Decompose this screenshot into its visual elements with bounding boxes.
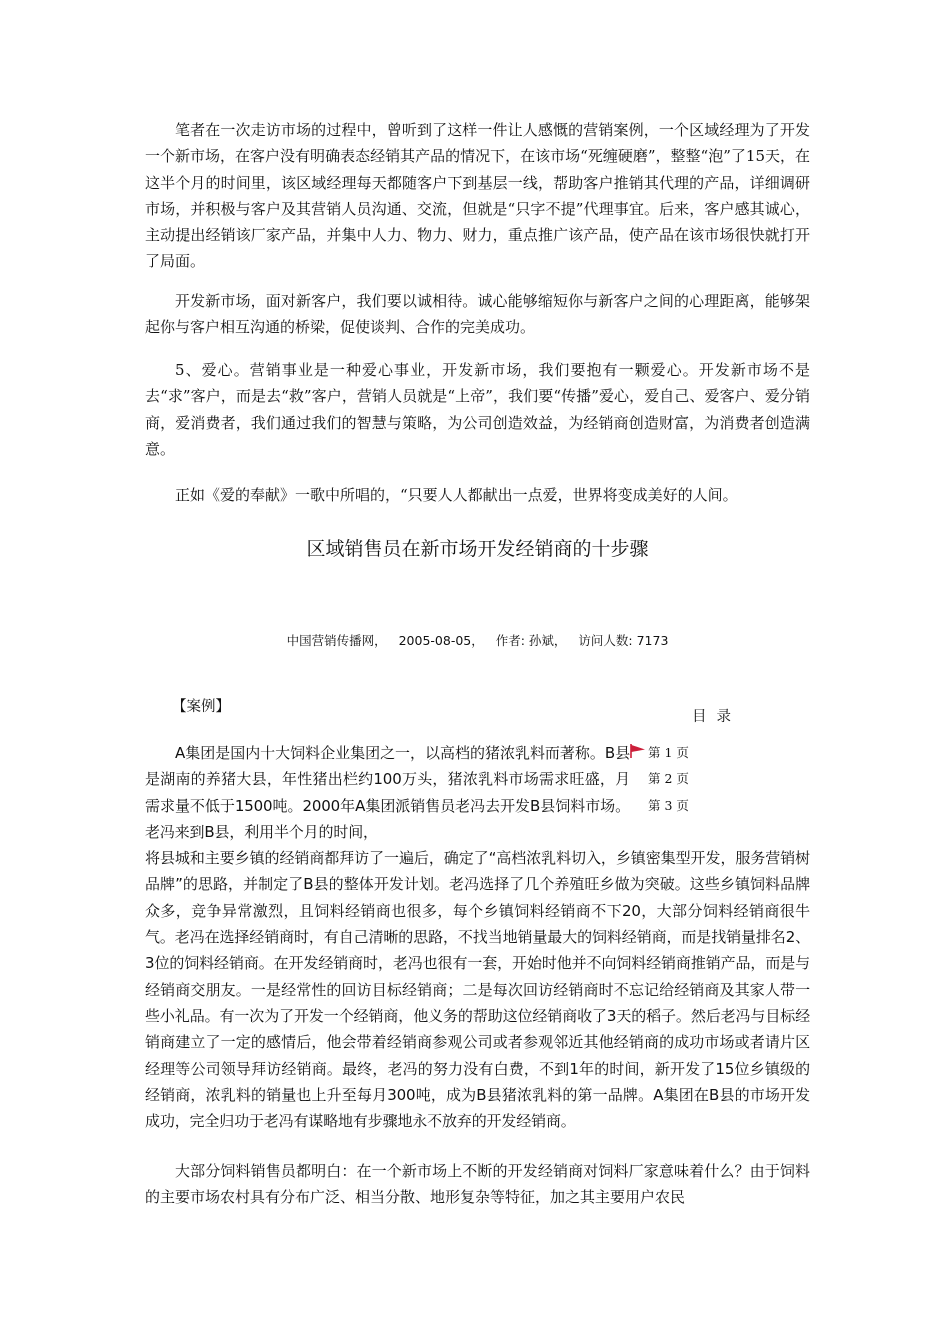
article-author: 作者: 孙斌， (495, 633, 567, 648)
case-body (145, 740, 810, 1134)
intro-paragraph-1: 笔者在一次走访市场的过程中，曾听到了这样一件让人感慨的营销案例，一个区域经理为了开发一个新市场，在客户没有明确表态经销其产品的情况下，在该市场“死缠硬磨”，整整“泡”了15天，在这半个月的时间里，该区域经理每天都随客户下到基层一线，帮助客户推销其代理的产品，详细调研市场，并积极与客户及其营销人员沟通、交流，但就是“只字不提”代理事宜。后来，客户感其诚心，主动提出经销该厂家产品，并集中人力、物力、财力，重点推广该产品，使产品在该市场很快就打开了局面。 (145, 121, 810, 271)
toc-item-label[interactable]: 第 1 页 (648, 745, 689, 760)
toc-title: 目录 (692, 709, 741, 725)
closing-paragraph: 大部分饲料销售员都明白：在一个新市场上不断的开发经销商对饲料厂家意味着什么？由于饲料的主要市场农村具有分布广泛、相当分散、地形复杂等特征，加之其主要用户农民 (145, 1162, 810, 1207)
case-paragraph-part-1: A集团是国内十大饲料企业集团之一，以高档的猪浓乳料而著称。B县是湖南的养猪大县，年性猪出栏约100万头，猪浓乳料市场需求旺盛，月需求量不低于1500吨。2000年A集团派销售员老冯去开发B县饲料市场。老冯来到B县，利用半个月的时间， (145, 744, 630, 841)
article-source: 中国营销传播网， (286, 633, 387, 648)
toc-item-label[interactable]: 第 2 页 (648, 771, 689, 787)
article-title: 区域销售员在新市场开发经销商的十步骤 (306, 538, 649, 560)
case-label: 【案例】 (172, 699, 230, 715)
article-visits: 访问人数: 7173 (578, 633, 669, 648)
article-meta (145, 631, 810, 649)
article-date: 2005-08-05， (398, 633, 484, 648)
case-paragraph-part-2: 将县城和主要乡镇的经销商都拜访了一遍后，确定了“高档浓乳料切入，乡镇密集型开发，服务营销树品牌”的思路，并制定了B县的整体开发计划。老冯选择了几个养殖旺乡做为突破。这些乡镇饲料品牌众多，竞争异常激烈，且饲料经销商也很多，每个乡镇饲料经销商不下20，大部分饲料经销商很牛气。老冯在选择经销商时，有自己清晰的思路，不找当地销量最大的饲料经销商，而是找销量排名2、3位的饲料经销商。在开发经销商时，老冯也很有一套，开始时他并不向饲料经销商推销产品，而是与经销商交朋友。一是经常性的回访目标经销商；二是每次回访经销商时不忘记给经销商及其家人带一些小礼品。有一次为了开发一个经销商，他义务的帮助这位经销商收了3天的稻子。然后老冯与目标经销商建立了一定的感情后，他会带着经销商参观公司或者参观邻近其他经销商的成功市场或者请片区经理等公司领导拜访经销商。最终，老冯的努力没有白费，不到1年的时间，新开发了15位乡镇级的经销商，浓乳料的销量也上升至每月300吨，成为B县猪浓乳料的第一品牌。A集团在B县的市场开发成功，完全归功于老冯有谋略地有步骤地永不放弃的开发经销商。 (145, 849, 810, 1131)
intro-paragraph-2: 开发新市场，面对新客户，我们要以诚相待。诚心能够缩短你与新客户之间的心理距离，能够架起你与客户相互沟通的桥梁，促使谈判、合作的完美成功。 (145, 292, 810, 337)
intro-paragraph-3: 5、爱心。营销事业是一种爱心事业，开发新市场，我们要抱有一颗爱心。开发新市场不是去“求”客户，而是去“救”客户，营销人员就是“上帝”，我们要“传播”爱心，爱自己、爱客户、爱分销商，爱消费者，我们通过我们的智慧与策略，为公司创造效益，为经销商创造财富，为消费者创造满意。 (145, 361, 810, 458)
toc-item-label[interactable]: 第 3 页 (648, 797, 689, 813)
intro-paragraph-4: 正如《爱的奉献》一歌中所唱的，“只要人人都献出一点爱，世界将变成美好的人间。 (175, 486, 738, 504)
